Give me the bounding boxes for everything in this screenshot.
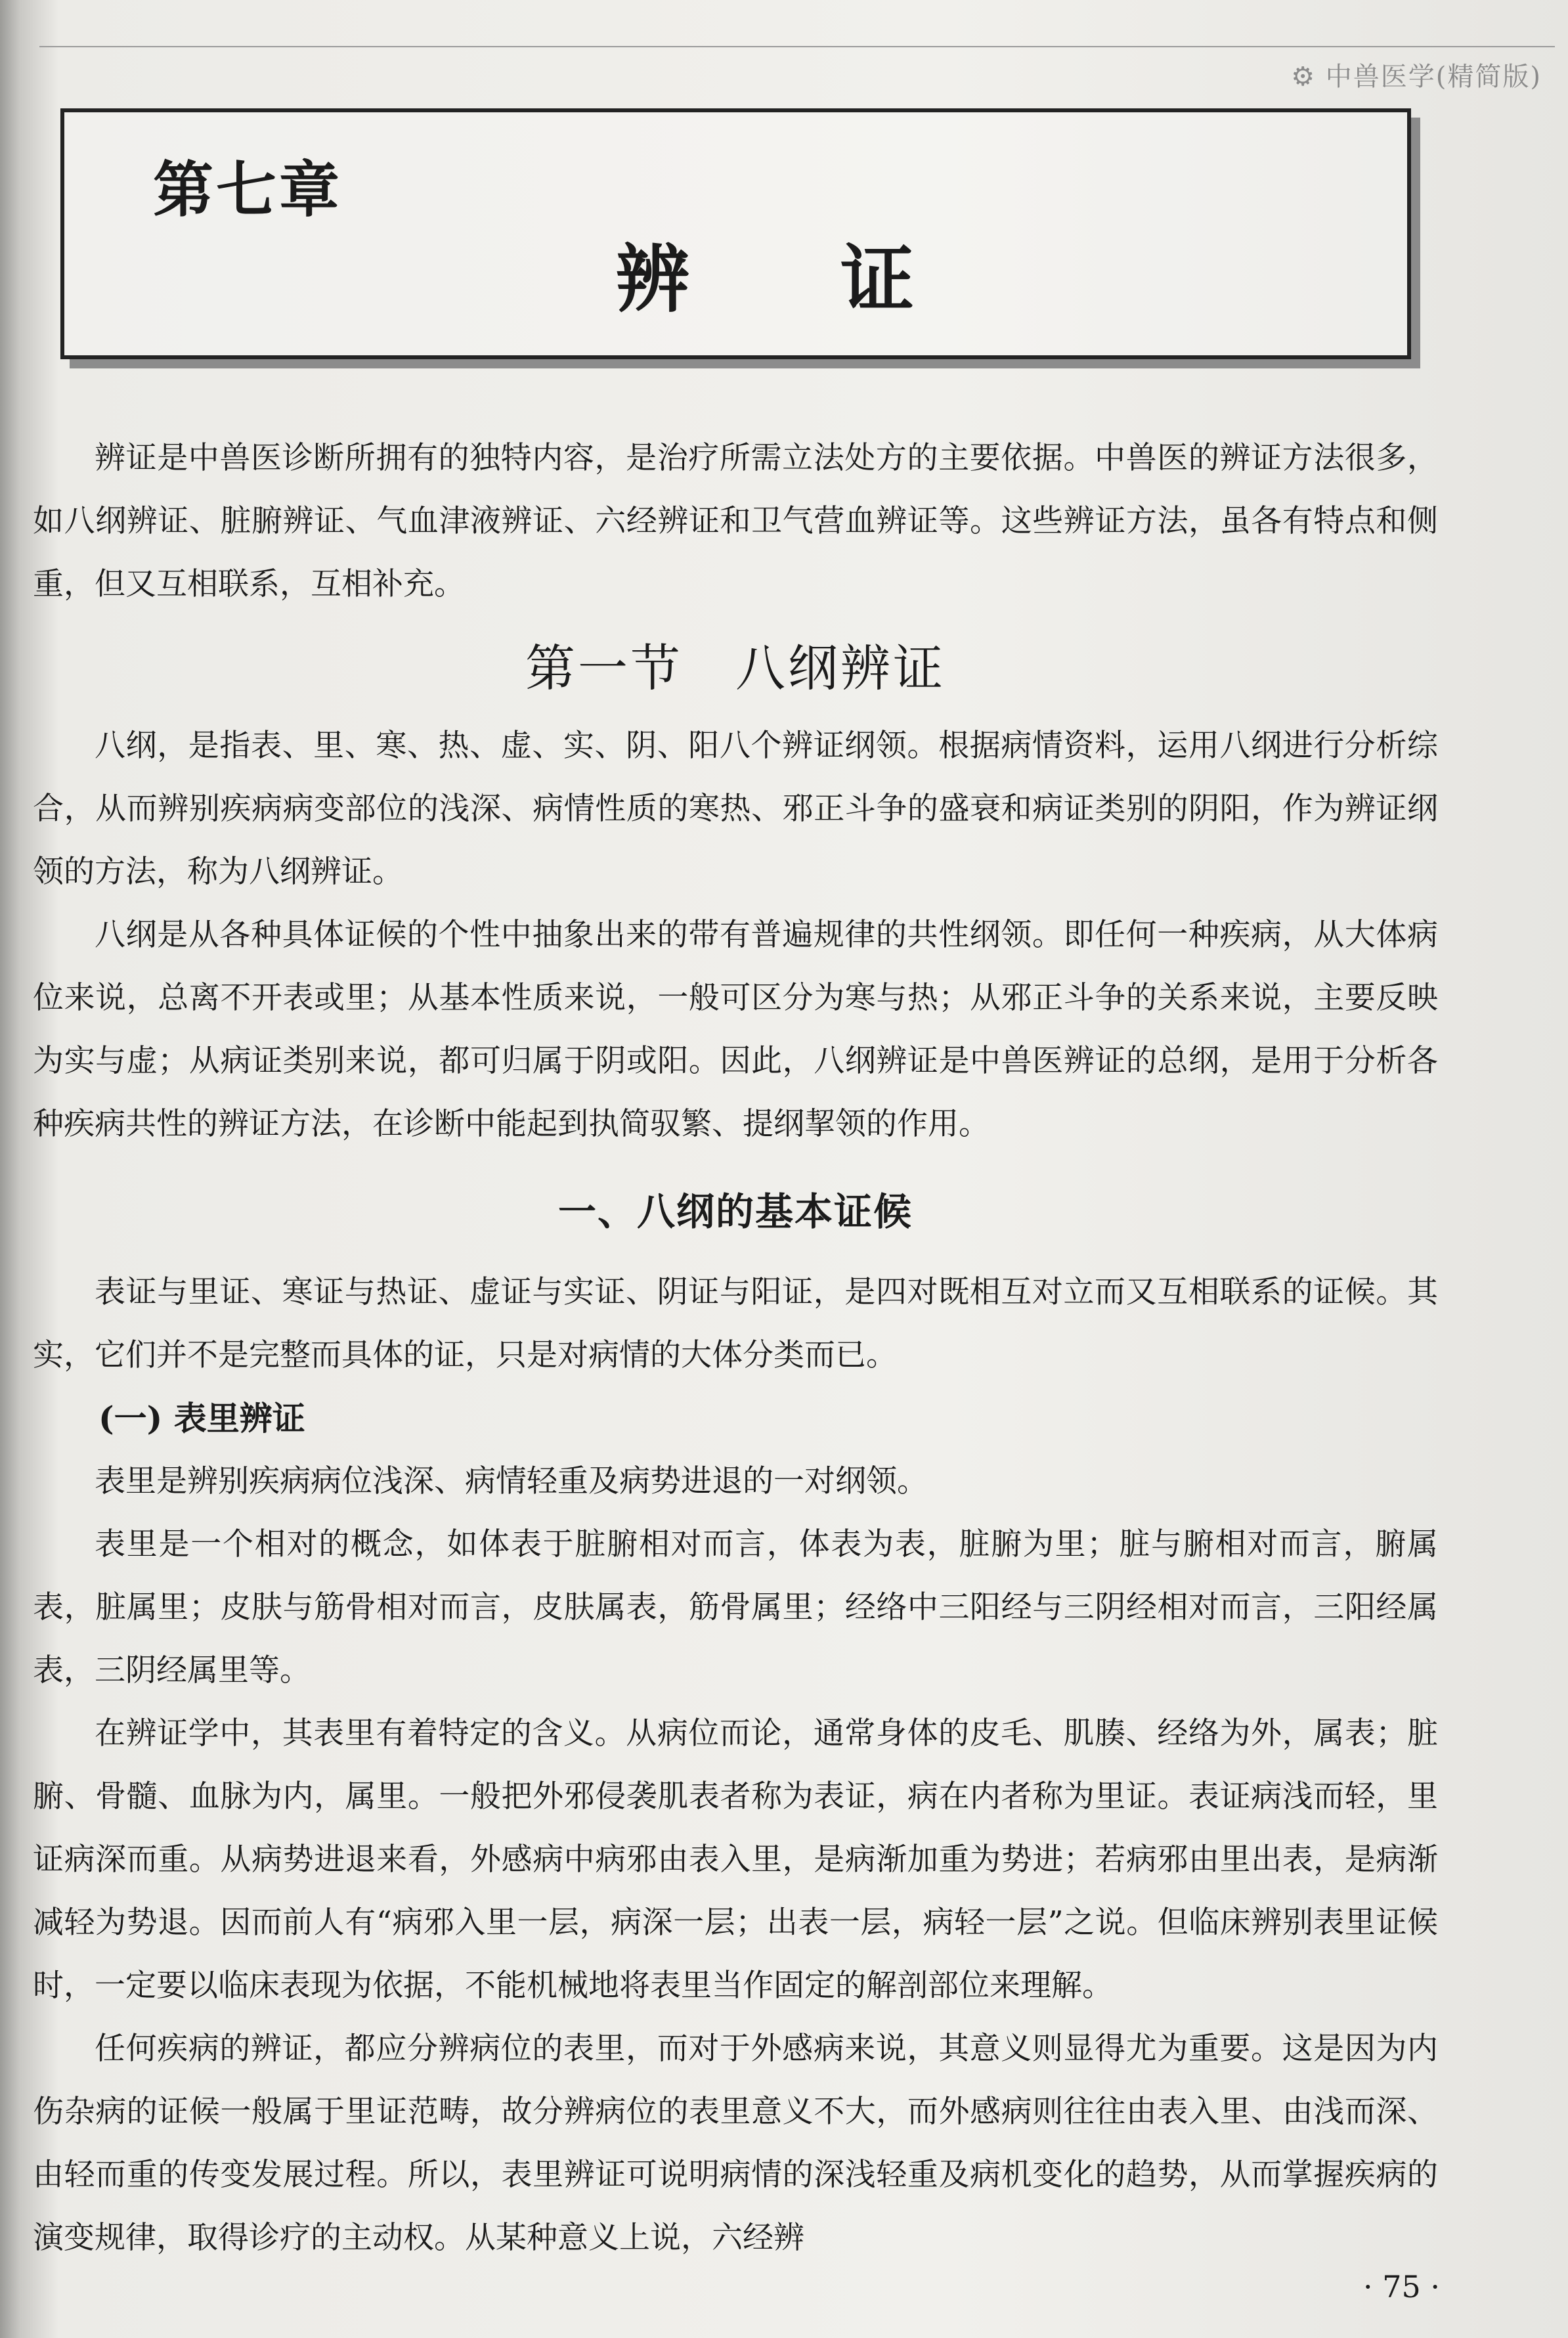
section-title: 第一节 八纲辨证 [525,639,946,697]
paragraph: 表里是辨别疾病病位浅深、病情轻重及病势进退的一对纲领。 [95,1463,928,1499]
intro-paragraph: 辨证是中兽医诊断所拥有的独特内容，是治疗所需立法处方的主要依据。中兽医的辨证方法很多，如八纲辨证、脏腑辨证、气血津液辨证、六经辨证和卫气营血辨证等。这些辨证方法，虽各有特点和侧重，但又互相联系，互相补充。 [33,440,1438,602]
paragraph: 八纲是从各种具体证候的个性中抽象出来的带有普遍规律的共性纲领。即任何一种疾病，从大体病位来说，总离不开表或里；从基本性质来说，一般可区分为寒与热；从邪正斗争的关系来说，主要反映为实与虚；从病证类别来说，都可归属于阴或阳。因此，八纲辨证是中兽医辨证的总纲，是用于分析各种疾病共性的辨证方法，在诊断中能起到执简驭繁、提纲挈领的作用。 [33,917,1438,1142]
paragraph: 任何疾病的辨证，都应分辨病位的表里，而对于外感病来说，其意义则显得尤为重要。这是因为内伤杂病的证候一般属于里证范畴，故分辨病位的表里意义不大，而外感病则往往由表入里、由浅而深、由轻而重的传变发展过程。所以，表里辨证可说明病情的深浅轻重及病机变化的趋势，从而掌握疾病的演变规律，取得诊疗的主动权。从某种意义上说，六经辨 [33,2031,1438,2256]
chapter-number: 第七章 [153,154,343,225]
paragraph: 在辨证学中，其表里有着特定的含义。从病位而论，通常身体的皮毛、肌腠、经络为外，属表；脏腑、骨髓、血脉为内，属里。一般把外邪侵袭肌表者称为表证，病在内者称为里证。表证病浅而轻，里证病深而重。从病势进退来看，外感病中病邪由表入里，是病渐加重为势进；若病邪由里出表，是病渐减轻为势退。因而前人有“病邪入里一层，病深一层；出表一层，病轻一层”之说。但临床辨别表里证候时，一定要以临床表现为依据，不能机械地将表里当作固定的解剖部位来理解。 [33,1715,1438,2004]
chapter-banner [60,108,1411,359]
subsection-title: 一、八纲的基本证候 [557,1189,913,1234]
body-text [33,427,1438,2270]
item-title: (一) 表里辨证 [98,1399,305,1438]
paragraph: 八纲，是指表、里、寒、热、虚、实、阴、阳八个辨证纲领。根据病情资料，运用八纲进行分析综合，从而辨别疾病病变部位的浅深、病情性质的寒热、邪正斗争的盛衰和病证类别的阴阳，作为辨证纲领的方法，称为八纲辨证。 [33,728,1438,890]
paragraph: 表里是一个相对的概念，如体表于脏腑相对而言，体表为表，脏腑为里；脏与腑相对而言，腑属表，脏属里；皮肤与筋骨相对而言，皮肤属表，筋骨属里；经络中三阳经与三阴经相对而言，三阳经属表，三阴经属里等。 [33,1526,1438,1688]
running-header: ⚙ 中兽医学(精简版) [1291,62,1542,92]
chapter-title: 辨证 [616,236,1065,322]
paragraph: 表证与里证、寒证与热证、虚证与实证、阴证与阳证，是四对既相互对立而又互相联系的证候。其实，它们并不是完整而具体的证，只是对病情的大体分类而已。 [33,1274,1438,1373]
page-number: · 75 · [1362,2269,1440,2305]
header-rule [39,46,1555,47]
